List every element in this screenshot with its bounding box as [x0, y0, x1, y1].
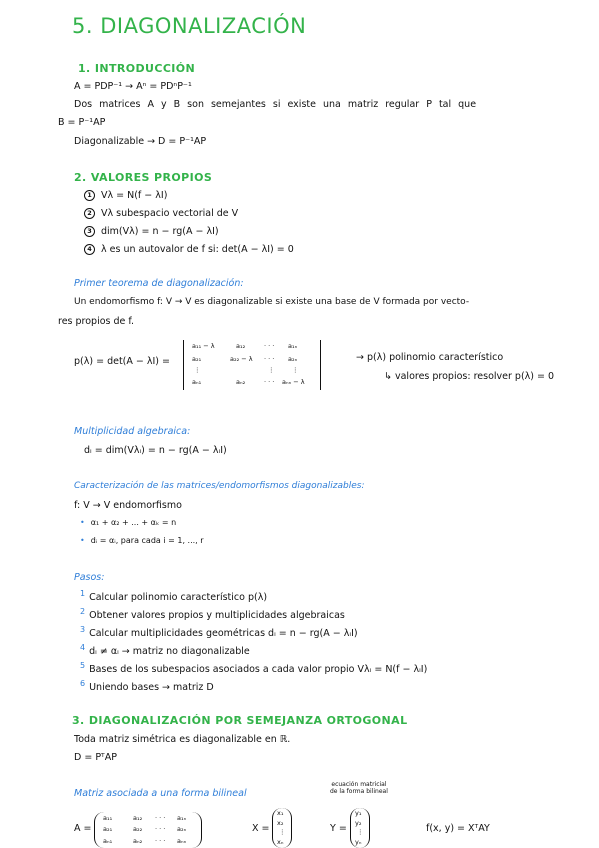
matrix-cell: · · ·: [155, 814, 166, 822]
matrix-equation-note: [330, 781, 388, 795]
endomorphism-line: f: V → V endomorfismo: [74, 500, 182, 511]
property-item: [84, 244, 294, 255]
section-heading-text: 1. INTRODUCCIÓN: [78, 62, 196, 75]
section-introduccion-heading: [78, 62, 195, 75]
list-item-text: dᵢ = αᵢ, para cada i = 1, ..., r: [90, 536, 204, 545]
vector-cell: ⋮: [357, 828, 364, 836]
matrix-cell: · · ·: [155, 837, 166, 845]
page-title: 5. DIAGONALIZACIÓN: [72, 14, 307, 38]
matrix-cell: · · ·: [264, 342, 275, 350]
section-heading-text: 3. DIAGONALIZACIÓN POR SEMEJANZA ORTOGONAL: [72, 714, 408, 727]
step-item: [80, 625, 358, 639]
step-item: [80, 643, 250, 657]
vector-cell: x₂: [277, 819, 284, 827]
step-number: 1: [80, 589, 86, 598]
vector-cell: yₙ: [355, 838, 362, 846]
matrix-cell: · · ·: [155, 825, 166, 833]
similar-matrices-formula: B = P⁻¹AP: [58, 117, 106, 128]
number-badge: 3: [84, 226, 95, 237]
matrix-a-label: A =: [74, 823, 92, 834]
matrix-cell: ⋮: [268, 366, 275, 374]
characteristic-polynomial-note: → p(λ) polinomio característico: [356, 352, 504, 363]
property-text: λ es un autovalor de f si: det(A − λI) = 0: [101, 244, 294, 255]
matrix-cell: a₂₁: [192, 355, 202, 363]
step-number: 5: [80, 661, 86, 670]
section-semejanza-heading: [72, 714, 407, 727]
step-item: [80, 679, 214, 693]
similar-matrices-definition: Dos matrices A y B son semejantes si existe una matriz regular P tal que: [74, 99, 477, 110]
step-text: dᵢ ≠ αᵢ → matriz no diagonalizable: [89, 646, 250, 658]
step-text: Calcular multiplicidades geométricas dᵢ = n − rg(A − λᵢI): [89, 628, 358, 640]
vector-cell: y₁: [355, 809, 362, 817]
property-text: dim(Vλ) = n − rg(A − λI): [101, 226, 219, 237]
matrix-cell: a₁₁: [103, 814, 113, 822]
vector-cell: x₁: [277, 809, 284, 817]
list-item-text: α₁ + α₂ + ... + αₖ = n: [90, 518, 177, 527]
matrix-cell: a₁₁ − λ: [192, 342, 215, 350]
number-badge: 2: [84, 208, 95, 219]
step-item: [80, 589, 267, 603]
vector-cell: xₙ: [277, 838, 284, 846]
vector-y: [350, 808, 370, 848]
property-text: Vλ subespacio vectorial de V: [101, 208, 239, 219]
section-valores-propios-heading: 2. VALORES PROPIOS: [74, 171, 213, 184]
matrix-cell: ⋮: [292, 366, 299, 374]
matrix-cell: aₙ₁: [103, 837, 113, 845]
step-number: 6: [80, 679, 86, 688]
matrix-cell: a₂₂: [133, 825, 143, 833]
steps-heading: Pasos:: [74, 572, 105, 583]
matrix-cell: aₙₙ: [177, 837, 187, 845]
property-item: [84, 190, 167, 201]
vector-x: [272, 808, 292, 848]
characteristic-polynomial-lhs: p(λ) = det(A − λI) =: [74, 356, 170, 367]
number-badge: 4: [84, 244, 95, 255]
bilinear-matrix-a: [94, 812, 202, 848]
note-line: ecuación matricial: [331, 781, 387, 788]
diagonalizable-formula: Diagonalizable → D = P⁻¹AP: [74, 136, 207, 147]
bullet-icon: •: [80, 518, 85, 527]
bilinear-equation: f(x, y) = XᵀAY: [426, 823, 490, 834]
determinant-matrix: [183, 340, 321, 390]
bilinear-heading: Matriz asociada a una forma bilineal: [74, 788, 247, 799]
orthogonal-formula: D = PᵀAP: [74, 752, 117, 763]
matrix-cell: aₙ₂: [236, 378, 246, 386]
theorem-heading: Primer teorema de diagonalización:: [74, 278, 244, 289]
matrix-cell: a₁₂: [236, 342, 246, 350]
property-text: Vλ = N(f − λI): [101, 190, 168, 201]
matrix-cell: aₙ₂: [133, 837, 143, 845]
number-badge: 1: [84, 190, 95, 201]
property-item: [84, 208, 238, 219]
step-text: Uniendo bases → matriz D: [89, 682, 214, 694]
matrix-cell: a₁ₙ: [177, 814, 187, 822]
matrix-cell: a₂ₙ: [288, 355, 298, 363]
matrix-cell: aₙ₁: [192, 378, 202, 386]
multiplicity-heading: Multiplicidad algebraica:: [74, 426, 191, 437]
vector-x-label: X =: [252, 823, 270, 834]
symmetric-matrix-line: Toda matriz simétrica es diagonalizable en ℝ.: [74, 734, 291, 745]
matrix-cell: a₂₁: [103, 825, 113, 833]
theorem-text-line: Un endomorfismo f: V → V es diagonalizable si existe una base de V formada por vecto-: [74, 297, 470, 307]
step-text: Obtener valores propios y multiplicidades algebraicas: [89, 610, 345, 622]
intro-formula: A = PDP⁻¹ → Aⁿ = PDⁿP⁻¹: [74, 81, 192, 92]
step-text: Calcular polinomio característico p(λ): [89, 592, 268, 604]
matrix-cell: a₂ₙ: [177, 825, 187, 833]
theorem-text-line: res propios de f.: [58, 316, 135, 327]
vector-cell: y₂: [355, 819, 362, 827]
matrix-cell: a₁₂: [133, 814, 143, 822]
matrix-cell: a₂₂ − λ: [230, 355, 253, 363]
vector-cell: ⋮: [279, 828, 286, 836]
matrix-cell: a₁ₙ: [288, 342, 298, 350]
characterization-heading: Caracterización de las matrices/endomorfismos diagonalizables:: [74, 481, 365, 491]
multiplicity-formula: dᵢ = dim(Vλᵢ) = n − rg(A − λᵢI): [84, 445, 227, 456]
list-item: [80, 536, 204, 545]
note-line: de la forma bilineal: [330, 788, 388, 795]
step-number: 3: [80, 625, 86, 634]
matrix-cell: aₙₙ − λ: [282, 378, 305, 386]
matrix-cell: · · ·: [264, 355, 275, 363]
vector-y-label: Y =: [330, 823, 347, 834]
matrix-cell: · · ·: [264, 378, 275, 386]
step-number: 2: [80, 607, 86, 616]
eigenvalues-note: ↳ valores propios: resolver p(λ) = 0: [384, 371, 555, 382]
bullet-icon: •: [80, 536, 85, 545]
step-text: Bases de los subespacios asociados a cada valor propio Vλᵢ = N(f − λᵢI): [89, 664, 428, 676]
list-item: [80, 518, 176, 527]
step-item: [80, 661, 427, 675]
property-item: [84, 226, 219, 237]
step-item: [80, 607, 345, 621]
matrix-cell: ⋮: [194, 366, 201, 374]
step-number: 4: [80, 643, 86, 652]
